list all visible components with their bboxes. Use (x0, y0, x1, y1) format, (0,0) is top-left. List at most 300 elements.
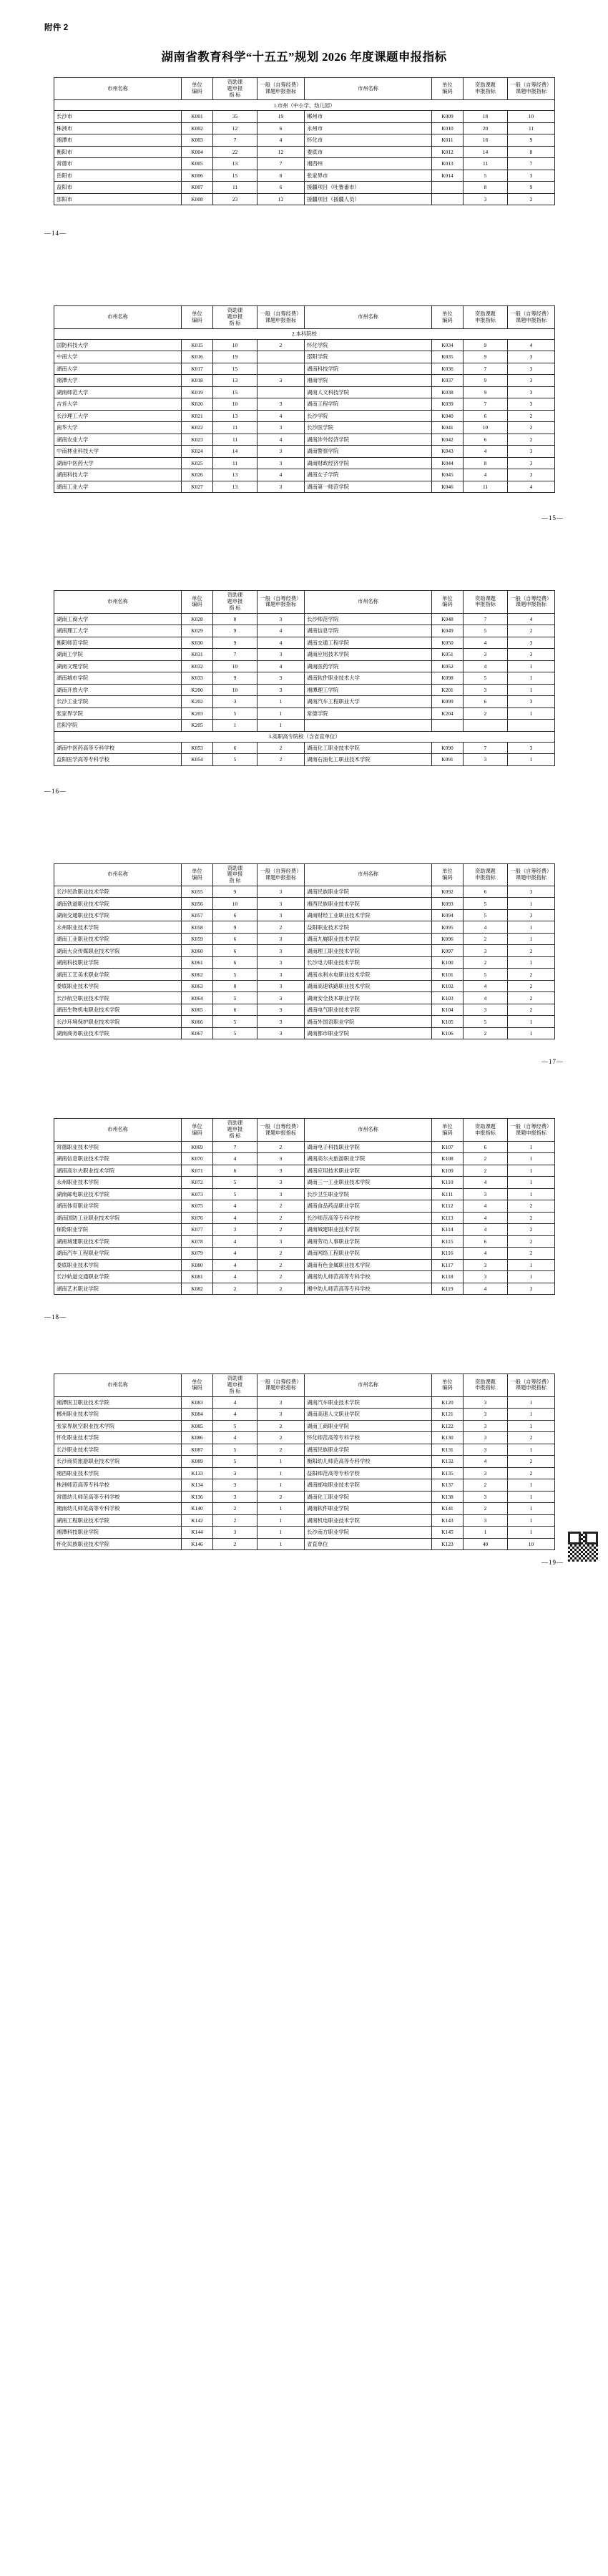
cell-funded-right: 5 (464, 1016, 508, 1028)
section-label: 2.本科院校 (54, 328, 555, 339)
cell-funded-left: 2 (213, 1503, 258, 1515)
cell-code-right: K049 (432, 625, 464, 637)
cell-name-left: 湘西职业技术学院 (54, 1467, 182, 1479)
table-vocational-4 (54, 1373, 555, 1550)
funded-line2: 题申报 (227, 85, 243, 92)
table-row (54, 625, 555, 637)
cell-general-right: 3 (508, 363, 555, 375)
cell-funded-right: 8 (464, 457, 508, 469)
cell-code-right: K038 (432, 386, 464, 398)
cell-name-left: 娄底职业技术学院 (54, 1259, 182, 1271)
general-line2: 课题申报指标 (265, 1130, 297, 1136)
cell-name-left: 湖南城市学院 (54, 672, 182, 685)
cell-name-left: 湖南汽车工程职业学院 (54, 1248, 182, 1260)
cell-general-right: 3 (508, 398, 555, 411)
table-header (54, 1119, 555, 1141)
col-header-general-left (258, 591, 305, 613)
cell-code-left: K071 (182, 1165, 213, 1177)
cell-general-left: 2 (258, 1141, 305, 1153)
code-line2: 编码 (442, 874, 453, 881)
cell-code-right: K204 (432, 707, 464, 720)
code-line1: 单位 (442, 868, 453, 874)
table-header (54, 1374, 555, 1396)
col-header-funded-right (464, 1119, 508, 1141)
cell-code-right: K044 (432, 457, 464, 469)
cell-name-left: 湖南工学院 (54, 649, 182, 661)
cell-funded-right: 4 (464, 1283, 508, 1295)
cell-general-left: 3 (258, 1396, 305, 1409)
cell-funded-left: 23 (213, 193, 258, 205)
cell-funded-right: 2 (464, 707, 508, 720)
cell-name-right: 湖南软件职业技术大学 (305, 672, 432, 685)
cell-name-right: 湘西州 (305, 158, 432, 170)
col-header-funded-right (464, 591, 508, 613)
cell-name-right: 湖南信息学院 (305, 625, 432, 637)
cell-general-left: 1 (258, 707, 305, 720)
cell-code-right: K091 (432, 754, 464, 766)
cell-name-left: 永州职业技术学院 (54, 921, 182, 934)
cell-code-left: K016 (182, 351, 213, 363)
cell-general-left: 4 (258, 660, 305, 672)
table-row (54, 457, 555, 469)
cell-funded-left: 15 (213, 363, 258, 375)
cell-general-left: 8 (258, 170, 305, 182)
table-row (54, 1177, 555, 1189)
table-row (54, 111, 555, 123)
cell-code-right: K097 (432, 945, 464, 957)
cell-general-right: 1 (508, 1503, 555, 1515)
cell-name-left: 长沙民政职业技术学院 (54, 886, 182, 898)
cell-funded-right: 4 (464, 921, 508, 934)
cell-code-left: K056 (182, 898, 213, 910)
cell-general-left: 3 (258, 1177, 305, 1189)
table-row (54, 660, 555, 672)
col-header-funded-right (464, 78, 508, 100)
cell-general-left (258, 386, 305, 398)
cell-name-left: 永州职业技术学院 (54, 1177, 182, 1189)
cell-funded-left: 15 (213, 170, 258, 182)
cell-code-left: K002 (182, 122, 213, 134)
cell-funded-left: 3 (213, 1527, 258, 1539)
funded-line2: 题申报 (227, 1382, 243, 1388)
cell-funded-left: 5 (213, 1027, 258, 1039)
table-vocational-4-wrap (54, 1373, 554, 1550)
cell-code-left: K073 (182, 1188, 213, 1200)
code-line2: 编码 (442, 1385, 453, 1391)
table-row (54, 1271, 555, 1283)
funded-line3: 指 标 (229, 878, 241, 884)
cell-code-left: K072 (182, 1177, 213, 1189)
table-vocational-3 (54, 1118, 555, 1295)
cell-general-left: 3 (258, 1409, 305, 1421)
funded-line2: 题申报 (227, 871, 243, 878)
cell-code-right: K052 (432, 660, 464, 672)
cell-funded-right: 3 (464, 1467, 508, 1479)
cell-funded-left: 6 (213, 909, 258, 921)
cell-name-right: 湖南第一师范学院 (305, 481, 432, 493)
cell-code-right: K042 (432, 434, 464, 446)
cell-funded-right: 3 (464, 754, 508, 766)
cell-general-right: 4 (508, 481, 555, 493)
cell-code-left: K020 (182, 398, 213, 411)
cell-code-right: K095 (432, 921, 464, 934)
cell-general-left: 4 (258, 134, 305, 147)
general-line2: 课题申报指标 (515, 89, 547, 95)
cell-name-right: 长沙学院 (305, 410, 432, 422)
table-row (54, 1016, 555, 1028)
cell-general-right: 3 (508, 649, 555, 661)
cell-funded-right: 4 (464, 1212, 508, 1224)
col-header-funded-left (213, 1374, 258, 1396)
table-row (54, 170, 555, 182)
cell-name-left: 益阳市 (54, 182, 182, 194)
cell-general-right: 1 (508, 1153, 555, 1165)
cell-name-right: 湖南网络工程职业学院 (305, 1248, 432, 1260)
cell-general-right: 2 (508, 1235, 555, 1248)
cell-code-left: K067 (182, 1027, 213, 1039)
cell-name-right: 湘潭理工学院 (305, 684, 432, 696)
cell-funded-right: 2 (464, 1165, 508, 1177)
cell-general-right: 3 (508, 375, 555, 387)
cell-name-right: 援疆项目（吐鲁番市） (305, 182, 432, 194)
cell-name-right: 湖南应用技术职业学院 (305, 1165, 432, 1177)
table-row (54, 696, 555, 708)
cell-code-right: K036 (432, 363, 464, 375)
cell-name-left: 长沙环境保护职业技术学院 (54, 1016, 182, 1028)
cell-name-right: 湖南化工职业技术学院 (305, 742, 432, 754)
cell-general-right: 2 (508, 945, 555, 957)
cell-code-right: K141 (432, 1503, 464, 1515)
cell-name-left: 衡阳市 (54, 146, 182, 158)
cell-code-right: K051 (432, 649, 464, 661)
cell-name-right: 湖南化工职业学院 (305, 1491, 432, 1503)
cell-name-right: 湖南安全技术职业学院 (305, 992, 432, 1004)
funded-line1: 资助课 (227, 1120, 243, 1127)
cell-name-left: 株洲师范高等专科学校 (54, 1479, 182, 1492)
cell-general-right: 3 (508, 909, 555, 921)
table-row (54, 1538, 555, 1550)
cell-code-right: K101 (432, 969, 464, 981)
code-line1: 单位 (442, 82, 453, 89)
code-line2: 编码 (192, 89, 202, 95)
col-header-name-left: 市州名称 (54, 306, 182, 328)
cell-funded-right: 3 (464, 1271, 508, 1283)
cell-name-left: 湖南中医药高等专科学校 (54, 742, 182, 754)
funded-line2: 申报指标 (475, 874, 496, 881)
cell-funded-left: 2 (213, 1283, 258, 1295)
cell-funded-right: 9 (464, 351, 508, 363)
page-number-18: —18— (44, 1313, 67, 1321)
col-header-general-left (258, 1374, 305, 1396)
col-header-general-right (508, 591, 555, 613)
cell-general-right: 1 (508, 956, 555, 969)
cell-code-right: K107 (432, 1141, 464, 1153)
cell-name-left: 长沙轨道交通职业学院 (54, 1271, 182, 1283)
cell-code-right: K106 (432, 1027, 464, 1039)
cell-name-left: 保险职业学院 (54, 1224, 182, 1236)
cell-name-left: 张家界学院 (54, 707, 182, 720)
cell-code-left: K005 (182, 158, 213, 170)
cell-funded-right: 7 (464, 613, 508, 625)
table-market-prefecture-wrap (54, 77, 554, 205)
cell-code-left: K086 (182, 1432, 213, 1444)
cell-funded-right: 5 (464, 672, 508, 685)
general-line1: 一般（自筹经费） (260, 310, 302, 317)
code-line1: 单位 (192, 595, 202, 602)
cell-funded-right: 4 (464, 980, 508, 992)
cell-general-right: 3 (508, 696, 555, 708)
cell-name-right: 湖南幼儿师范高等专科学校 (305, 1271, 432, 1283)
cell-name-left: 南华大学 (54, 422, 182, 434)
cell-name-left: 中南大学 (54, 351, 182, 363)
cell-code-right (432, 182, 464, 194)
cell-funded-left: 10 (213, 398, 258, 411)
cell-funded-left: 11 (213, 422, 258, 434)
col-header-code-left (182, 591, 213, 613)
cell-funded-right: 4 (464, 469, 508, 481)
cell-name-left: 湖南科技大学 (54, 469, 182, 481)
cell-general-left: 3 (258, 1165, 305, 1177)
cell-general-left: 3 (258, 980, 305, 992)
cell-code-left: K136 (182, 1491, 213, 1503)
cell-general-right: 3 (508, 742, 555, 754)
cell-code-right: K112 (432, 1200, 464, 1213)
general-line2: 课题申报指标 (515, 1385, 547, 1391)
cell-code-left: K006 (182, 170, 213, 182)
cell-name-left: 湖南工程职业技术学院 (54, 1514, 182, 1527)
general-line1: 一般（自筹经费） (260, 595, 302, 602)
cell-funded-right: 9 (464, 339, 508, 351)
funded-line1: 资助课题 (475, 82, 496, 89)
cell-name-right: 湖南汽车工程职业大学 (305, 696, 432, 708)
cell-general-left: 1 (258, 1456, 305, 1468)
table-row (54, 469, 555, 481)
cell-name-left: 湖南体育职业学院 (54, 1200, 182, 1213)
cell-funded-left: 7 (213, 649, 258, 661)
cell-code-left: K004 (182, 146, 213, 158)
cell-code-left: K200 (182, 684, 213, 696)
cell-name-left: 娄底职业技术学院 (54, 980, 182, 992)
table-row (54, 182, 555, 194)
cell-code-right: K110 (432, 1177, 464, 1189)
cell-funded-right: 3 (464, 1444, 508, 1456)
col-header-code-right (432, 1374, 464, 1396)
cell-funded-right: 18 (464, 111, 508, 123)
cell-general-left: 3 (258, 956, 305, 969)
cell-general-left: 2 (258, 1420, 305, 1432)
cell-funded-right: 3 (464, 193, 508, 205)
general-line2: 课题申报指标 (515, 317, 547, 323)
code-line1: 单位 (442, 1123, 453, 1130)
cell-name-left: 湖南商务职业技术学院 (54, 1027, 182, 1039)
table-row (54, 410, 555, 422)
table-row (54, 1444, 555, 1456)
table-row (54, 1467, 555, 1479)
cell-name-left: 株洲市 (54, 122, 182, 134)
table-row (54, 1141, 555, 1153)
cell-general-right: 1 (508, 1165, 555, 1177)
cell-name-right: 湘南学院 (305, 375, 432, 387)
cell-general-right: 2 (508, 992, 555, 1004)
cell-code-right: K131 (432, 1444, 464, 1456)
cell-general-right: 8 (508, 146, 555, 158)
table-row (54, 1514, 555, 1527)
cell-name-right: 郴州市 (305, 111, 432, 123)
general-line1: 一般（自筹经费） (510, 1378, 552, 1385)
cell-funded-left: 5 (213, 969, 258, 981)
cell-code-left: K028 (182, 613, 213, 625)
cell-general-right: 3 (508, 886, 555, 898)
cell-name-right: 省直单位 (305, 1538, 432, 1550)
cell-funded-left: 2 (213, 1538, 258, 1550)
col-header-name-left: 市州名称 (54, 863, 182, 886)
col-header-code-right (432, 306, 464, 328)
cell-general-right: 2 (508, 1004, 555, 1016)
cell-code-left: K062 (182, 969, 213, 981)
funded-line1: 资助课题 (475, 1378, 496, 1385)
cell-general-right: 1 (508, 1016, 555, 1028)
cell-name-left: 长沙商贸旅游职业技术学院 (54, 1456, 182, 1468)
cell-name-left: 长沙理工大学 (54, 410, 182, 422)
cell-code-left: K029 (182, 625, 213, 637)
cell-funded-right: 1 (464, 1527, 508, 1539)
cell-general-left: 4 (258, 434, 305, 446)
cell-funded-right: 3 (464, 1514, 508, 1527)
cell-code-left: K008 (182, 193, 213, 205)
cell-name-left: 湖南中医药大学 (54, 457, 182, 469)
cell-code-right: K145 (432, 1527, 464, 1539)
page-18 (0, 1118, 608, 1321)
cell-funded-right: 4 (464, 1177, 508, 1189)
cell-code-left: K077 (182, 1224, 213, 1236)
cell-name-left: 湖南大学 (54, 363, 182, 375)
cell-code-left: K057 (182, 909, 213, 921)
cell-funded-left: 4 (213, 1153, 258, 1165)
cell-code-right: K108 (432, 1153, 464, 1165)
cell-name-right: 湖南有色金属职业技术学院 (305, 1259, 432, 1271)
funded-line1: 资助课题 (475, 1123, 496, 1130)
cell-funded-left: 4 (213, 1212, 258, 1224)
cell-general-right: 10 (508, 1538, 555, 1550)
table-row (54, 375, 555, 387)
cell-funded-right: 4 (464, 446, 508, 458)
cell-code-right: K041 (432, 422, 464, 434)
cell-code-left: K027 (182, 481, 213, 493)
funded-line3: 指 标 (229, 320, 241, 326)
cell-name-right (305, 720, 432, 732)
table-row (54, 1503, 555, 1515)
cell-general-right: 3 (508, 469, 555, 481)
funded-line1: 资助课题 (475, 595, 496, 602)
code-line2: 编码 (192, 317, 202, 323)
cell-funded-left: 8 (213, 613, 258, 625)
cell-general-right: 1 (508, 1444, 555, 1456)
cell-general-right (508, 720, 555, 732)
table-row (54, 720, 555, 732)
cell-code-right: K120 (432, 1396, 464, 1409)
cell-general-left (258, 363, 305, 375)
col-header-general-right (508, 1374, 555, 1396)
cell-general-right: 2 (508, 1200, 555, 1213)
cell-name-right: 益阳师范高等专科学校 (305, 1467, 432, 1479)
cell-general-right: 3 (508, 446, 555, 458)
cell-general-right: 3 (508, 457, 555, 469)
table-body (54, 613, 555, 765)
table-row (54, 1188, 555, 1200)
section-label: 3.高职高专院校（含省直单位） (54, 731, 555, 742)
cell-name-left: 益阳医学高等专科学校 (54, 754, 182, 766)
cell-name-right: 湖南食品药品职业学院 (305, 1200, 432, 1213)
table-row (54, 684, 555, 696)
cell-code-left: K064 (182, 992, 213, 1004)
general-line1: 一般（自筹经费） (510, 310, 552, 317)
cell-general-right: 3 (508, 1283, 555, 1295)
cell-funded-right: 3 (464, 1409, 508, 1421)
cell-general-right: 10 (508, 111, 555, 123)
cell-funded-left: 4 (213, 1259, 258, 1271)
cell-general-left: 3 (258, 1235, 305, 1248)
cell-general-right: 3 (508, 637, 555, 649)
cell-code-right: K039 (432, 398, 464, 411)
general-line1: 一般（自筹经费） (510, 1123, 552, 1130)
cell-funded-left: 6 (213, 945, 258, 957)
table-vocational-1 (54, 590, 555, 765)
col-header-name-left: 市州名称 (54, 1119, 182, 1141)
cell-name-right: 湖南邮电职业技术学院 (305, 1479, 432, 1492)
cell-code-left: K054 (182, 754, 213, 766)
qr-code-icon (568, 1532, 598, 1562)
cell-name-left: 湖南交通职业技术学院 (54, 909, 182, 921)
cell-name-left: 湖南工商大学 (54, 613, 182, 625)
table-row (54, 1200, 555, 1213)
cell-funded-left: 4 (213, 1432, 258, 1444)
cell-funded-right: 5 (464, 898, 508, 910)
col-header-code-left (182, 306, 213, 328)
cell-funded-left: 11 (213, 434, 258, 446)
document-title: 湖南省教育科学“十五五”规划 2026 年度课题申报指标 (161, 50, 447, 64)
cell-general-left: 1 (258, 1479, 305, 1492)
cell-general-right: 1 (508, 1141, 555, 1153)
cell-general-left: 2 (258, 1259, 305, 1271)
col-header-name-right: 市州名称 (305, 1374, 432, 1396)
cell-funded-right: 6 (464, 410, 508, 422)
table-row (54, 898, 555, 910)
cell-name-left: 衡阳师范学院 (54, 637, 182, 649)
table-body (54, 100, 555, 205)
cell-code-left: K003 (182, 134, 213, 147)
table-row (54, 921, 555, 934)
page-number-19: —19— (541, 1559, 564, 1567)
cell-funded-left: 8 (213, 980, 258, 992)
cell-code-right: K098 (432, 672, 464, 685)
table-row (54, 434, 555, 446)
cell-funded-left: 9 (213, 625, 258, 637)
funded-line1: 资助课题 (475, 868, 496, 874)
code-line1: 单位 (192, 82, 202, 89)
cell-code-right: K118 (432, 1271, 464, 1283)
table-row (54, 613, 555, 625)
cell-code-left: K084 (182, 1409, 213, 1421)
col-header-code-right (432, 1119, 464, 1141)
cell-code-left: K026 (182, 469, 213, 481)
cell-code-left: K023 (182, 434, 213, 446)
cell-general-left: 2 (258, 1212, 305, 1224)
cell-name-left: 怀化职业技术学院 (54, 1432, 182, 1444)
table-vocational-3-wrap (54, 1118, 554, 1295)
funded-line3: 指 标 (229, 1132, 241, 1139)
cell-general-left: 3 (258, 375, 305, 387)
cell-general-right: 1 (508, 754, 555, 766)
